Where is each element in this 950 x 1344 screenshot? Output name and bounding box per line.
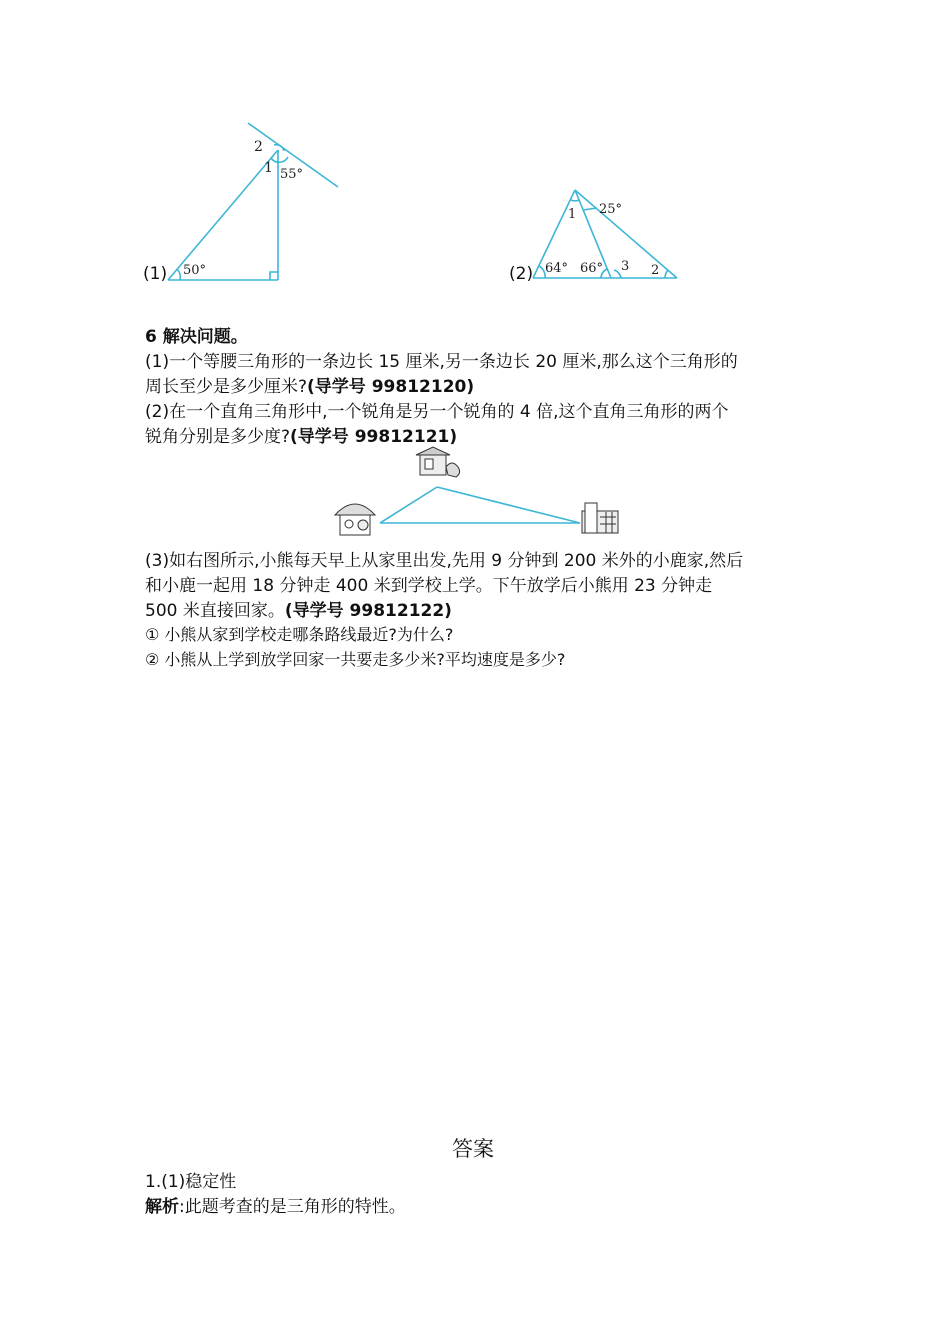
fig2-mark-1: 1 [568, 207, 577, 222]
fig2-angle-66: 66° [580, 261, 604, 276]
fig2-angle-arc-2 [665, 270, 668, 278]
question-1-line-2 [145, 375, 474, 399]
analysis-label: 解析 [145, 1197, 179, 1217]
answer-1: 1.(1)稳定性 [145, 1172, 237, 1192]
fig1-angle-50: 50° [183, 263, 207, 278]
question-1-text: 周长至少是多少厘米? [145, 377, 308, 397]
question-3-line-2: 和小鹿一起用 18 分钟走 400 米到学校上学。下午放学后小熊用 23 分钟走 [145, 576, 713, 596]
deer-house-icon [416, 447, 460, 477]
question-2-line-1: (2)在一个直角三角形中,一个锐角是另一个锐角的 4 倍,这个直角三角形的两个 [145, 402, 729, 422]
school-icon [582, 503, 618, 533]
fig2-angle-arc-1 [571, 200, 579, 201]
figure-1-triangle [150, 115, 350, 290]
fig1-angle-arc-1 [271, 157, 288, 162]
question-3-line-3 [145, 599, 452, 623]
fig1-angle-55: 55° [280, 167, 304, 182]
fig1-mark-1: 1 [264, 160, 273, 176]
fig2-angle-64: 64° [545, 261, 569, 276]
question-3-sub-1: ① 小熊从家到学校走哪条路线最近?为什么? [145, 625, 454, 644]
fig1-right-angle-mark [270, 272, 278, 280]
question-3-line-1: (3)如右图所示,小熊每天早上从家里出发,先用 9 分钟到 200 米外的小鹿家,然后 [145, 551, 744, 571]
fig1-angle-arc-50 [177, 269, 180, 280]
fig2-angle-25: 25° [599, 202, 623, 217]
question-3-ref: (导学号 99812122) [284, 601, 452, 621]
fig1-mark-2: 2 [254, 139, 263, 155]
section-heading: 6 解决问题。 [145, 327, 248, 347]
question-2-ref: (导学号 99812121) [290, 427, 458, 447]
figure-1-label: (1) [143, 264, 168, 284]
question-3-sub-2: ② 小熊从上学到放学回家一共要走多少米?平均速度是多少? [145, 650, 566, 669]
analysis-text: :此题考查的是三角形的特性。 [179, 1197, 406, 1217]
fig1-angle-arc-2 [274, 145, 284, 151]
fig2-mark-2: 2 [651, 263, 660, 278]
fig1-hypotenuse-line [168, 150, 278, 280]
figure-2-label: (2) [509, 264, 534, 284]
question-2-text: 锐角分别是多少度? [145, 427, 291, 447]
answers-title: 答案 [452, 1137, 494, 1161]
figure-2-triangle [525, 180, 690, 285]
fig2-pointer-25 [583, 208, 597, 210]
question-1-line-1: (1)一个等腰三角形的一条边长 15 厘米,另一条边长 20 厘米,那么这个三角形的 [145, 352, 738, 372]
route-home-to-deer [380, 487, 437, 523]
route-illustration [330, 445, 625, 540]
fig2-mark-3: 3 [621, 259, 630, 274]
question-3-text: 500 米直接回家。 [145, 601, 285, 621]
answer-1-analysis [145, 1195, 406, 1219]
fig2-angle-arc-3 [614, 270, 621, 278]
bear-house-icon [335, 504, 375, 535]
route-deer-to-school [437, 487, 580, 523]
question-1-ref: (导学号 99812120) [307, 377, 475, 397]
